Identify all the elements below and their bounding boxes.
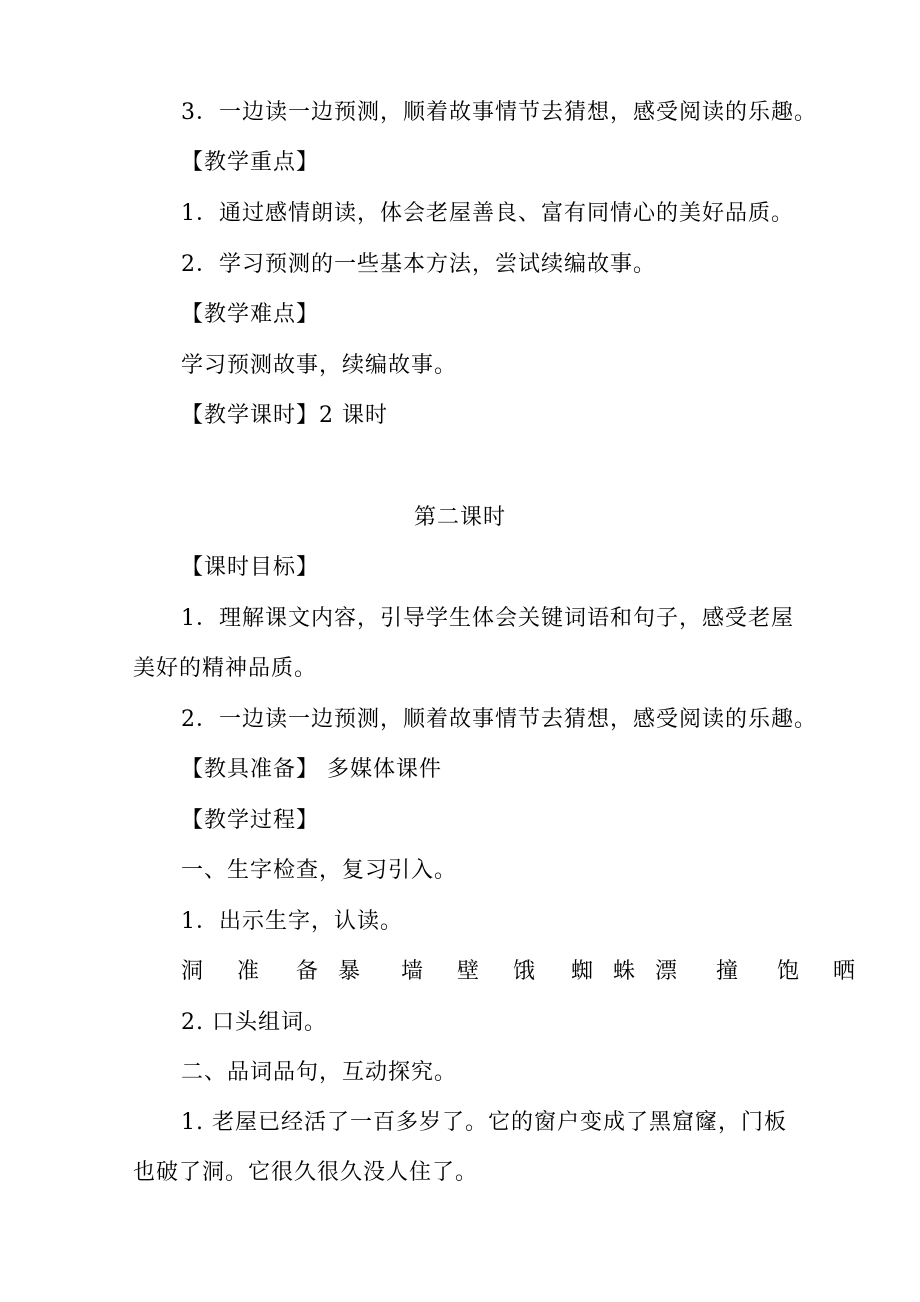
- lesson-goal-1-line-1: 1．理解课文内容，引导学生体会关键词语和句子，感受老屋: [181, 606, 794, 631]
- step-2-item-1-line-2: 也破了洞。它很久很久没人住了。: [133, 1160, 479, 1185]
- difficulty-text: 学习预测故事，续编故事。: [181, 353, 458, 378]
- character: 漂: [655, 959, 679, 984]
- lesson-hours: 【教学课时】2 课时: [181, 403, 388, 428]
- key-point-2: 2．学习预测的一些基本方法，尝试续编故事。: [181, 252, 656, 277]
- character: 准: [237, 959, 261, 984]
- character: 暴: [338, 959, 362, 984]
- new-characters-row: [181, 957, 857, 987]
- lesson-goal-2: 2．一边读一边预测，顺着故事情节去猜想，感受阅读的乐趣。: [181, 707, 817, 732]
- character: 壁: [457, 959, 481, 984]
- character: 洞: [181, 959, 205, 984]
- step-2-item-1-line-1: 1. 老屋已经活了一百多岁了。它的窗户变成了黑窟窿，门板: [181, 1110, 787, 1135]
- character: 饿: [513, 959, 537, 984]
- character: 晒: [833, 959, 857, 984]
- goal-item-3: 3．一边读一边预测，顺着故事情节去猜想，感受阅读的乐趣。: [181, 100, 817, 125]
- section-heading-difficulty: 【教学难点】: [181, 302, 320, 327]
- lesson-goal-1-line-2: 美好的精神品质。: [133, 656, 318, 681]
- lesson-title: 第二课时: [413, 505, 506, 530]
- character: 撞: [716, 959, 740, 984]
- teaching-materials: 【教具准备】 多媒体课件: [181, 757, 442, 782]
- character: 备: [296, 959, 320, 984]
- character: 墙: [401, 959, 425, 984]
- section-heading-key-points: 【教学重点】: [181, 150, 320, 175]
- section-heading-process: 【教学过程】: [181, 808, 320, 833]
- step-1-item-2: 2. 口头组词。: [181, 1010, 327, 1035]
- section-heading-lesson-goals: 【课时目标】: [181, 555, 320, 580]
- character: 饱: [777, 959, 801, 984]
- step-1-item-1: 1．出示生字，认读。: [181, 909, 403, 934]
- character: 蛛: [613, 959, 637, 984]
- step-1-heading: 一、生字检查，复习引入。: [181, 858, 458, 883]
- step-2-heading: 二、品词品句，互动探究。: [181, 1060, 458, 1085]
- character: 蜘: [571, 959, 595, 984]
- key-point-1: 1．通过感情朗读，体会老屋善良、富有同情心的美好品质。: [181, 201, 794, 226]
